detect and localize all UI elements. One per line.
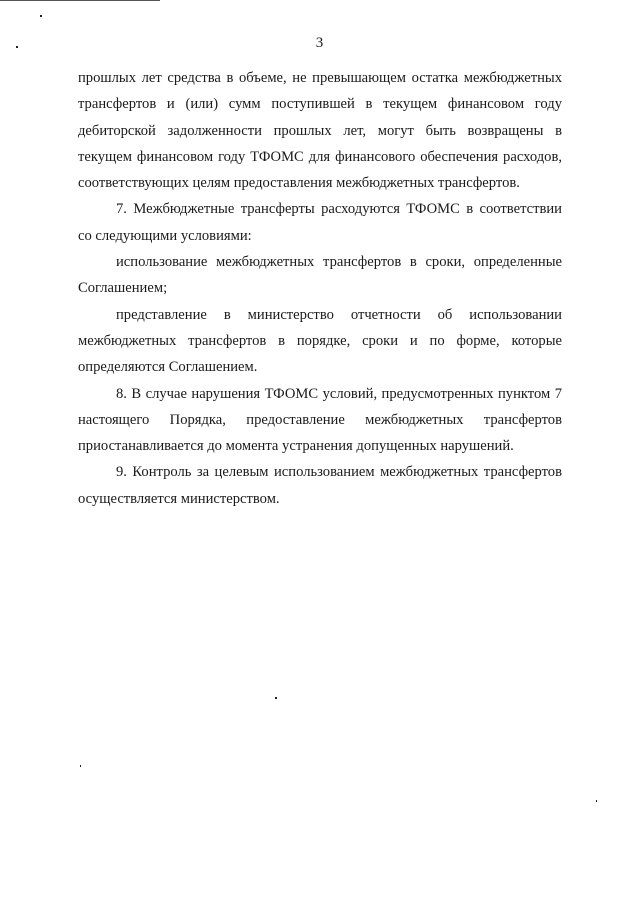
paragraph-continuation: прошлых лет средства в объеме, не превышающем остатка межбюджетных трансфертов и (или) сумм поступившей в текущем финансовом году дебиторской задолженности прошлых лет, могут быть возвращены в текущем финансовом году ТФОМС для финансового обеспечения расходов, соответствующих целям предоставления межбюджетных трансфертов.: [78, 70, 562, 192]
paragraph-item-8: 8. В случае нарушения ТФОМС условий, предусмотренных пунктом 7 настоящего Порядка, предоставление межбюджетных трансфертов приостанавливается до момента устранения допущенных нарушений.: [78, 385, 562, 455]
scan-speck: [275, 697, 277, 699]
paragraph-item-7: 7. Межбюджетные трансферты расходуются ТФОМС в соответствии со следующими условиями:: [78, 201, 562, 244]
paragraph-condition-2: представление в министерство отчетности об использовании межбюджетных трансфертов в порядке, сроки и по форме, которые определяются Соглашением.: [78, 306, 562, 376]
paragraph-item-9: 9. Контроль за целевым использованием межбюджетных трансфертов осуществляется министерством.: [78, 464, 562, 507]
scan-speck: [596, 800, 597, 802]
scan-speck: [40, 15, 42, 17]
page-number: 3: [315, 35, 324, 51]
document-body: [78, 65, 562, 512]
paragraph-condition-1: использование межбюджетных трансфертов в сроки, определенные Соглашением;: [78, 254, 562, 297]
scan-speck: [80, 765, 81, 767]
scan-edge-line: [0, 0, 160, 1]
